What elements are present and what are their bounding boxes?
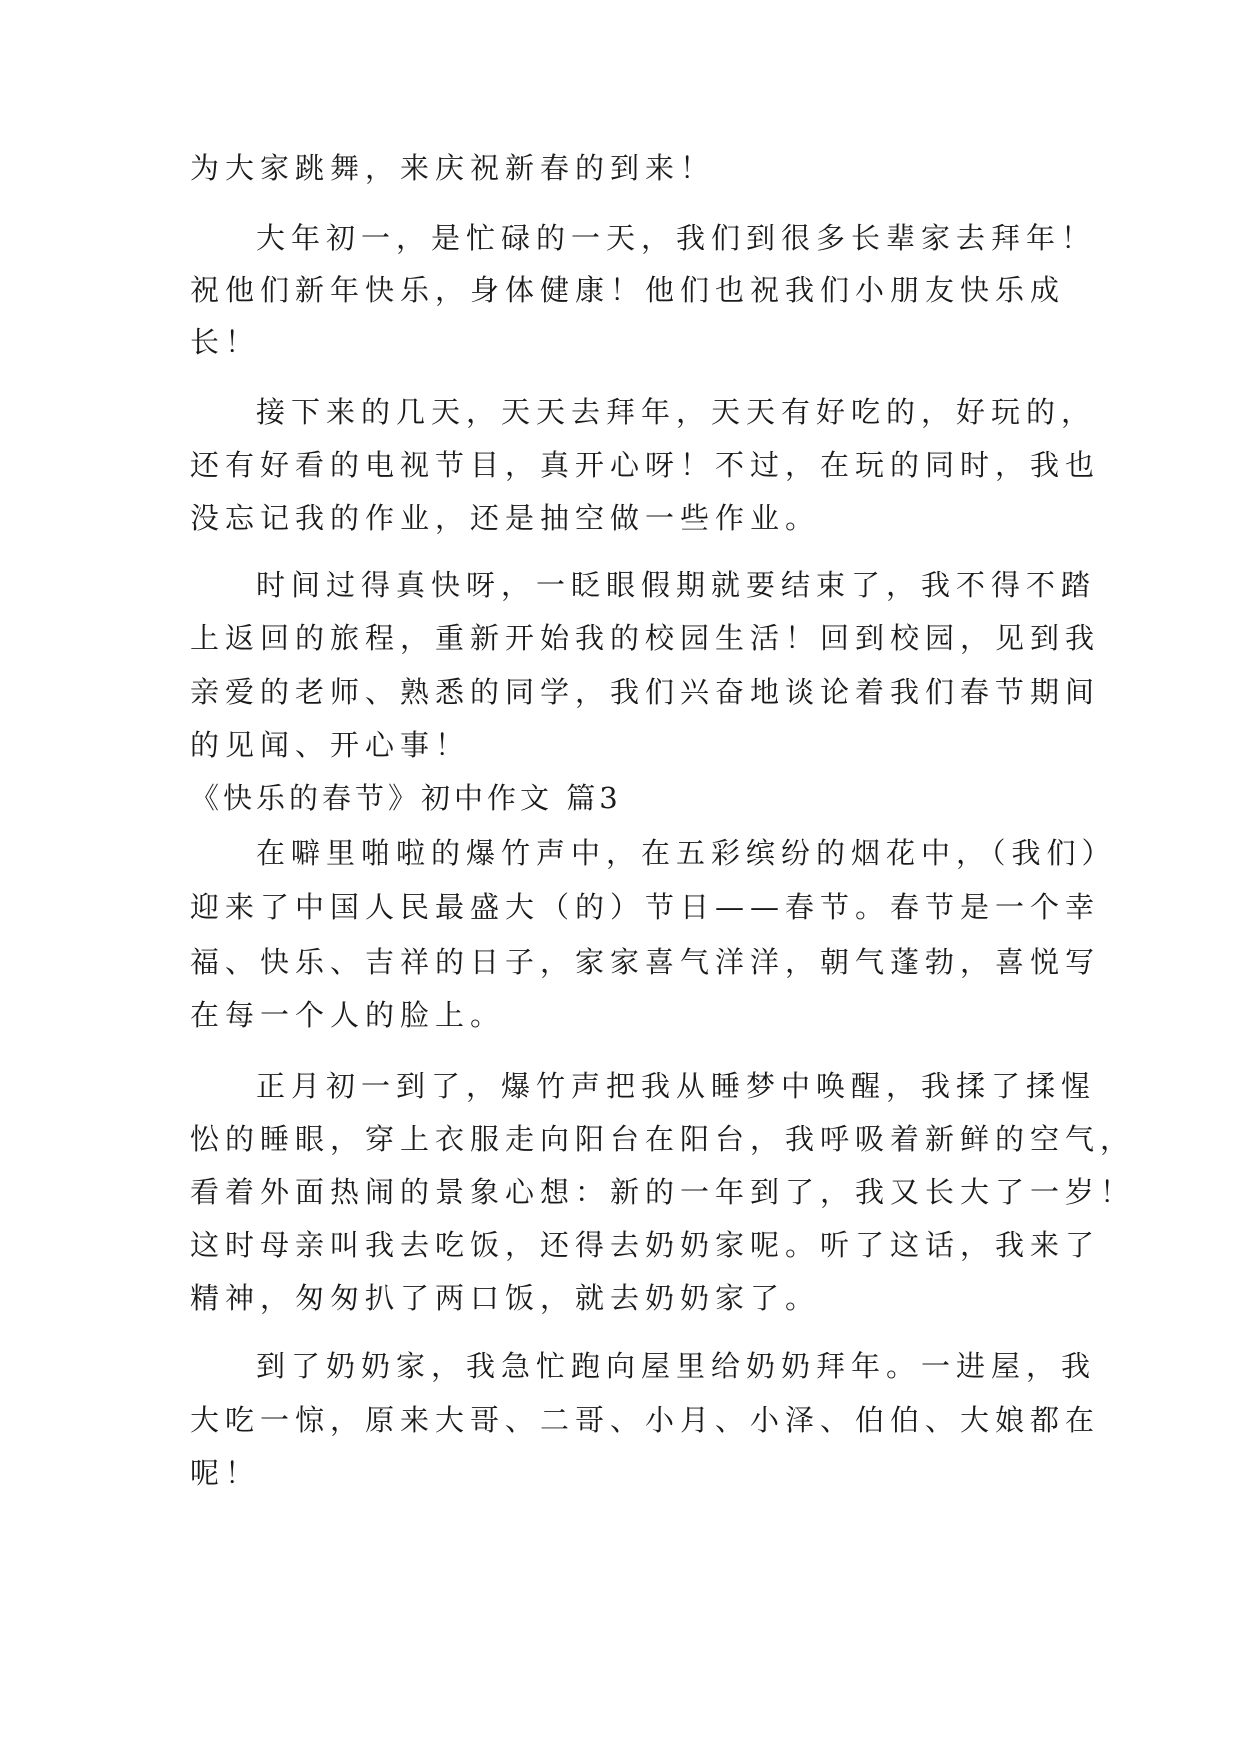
text-line: 看着外面热闹的景象心想：新的一年到了，我又长大了一岁！ — [190, 1175, 1136, 1209]
text-line: 呢！ — [190, 1456, 261, 1490]
text-line: 为大家跳舞，来庆祝新春的到来！ — [190, 151, 716, 185]
text-line: 的见闻、开心事！ — [190, 728, 471, 762]
text-line: 没忘记我的作业，还是抽空做一些作业。 — [190, 501, 821, 535]
section-heading: 《快乐的春节》初中作文 篇3 — [190, 781, 622, 815]
text-line: 忪的睡眼，穿上衣服走向阳台在阳台，我呼吸着新鲜的空气， — [190, 1122, 1136, 1156]
text-line: 祝他们新年快乐，身体健康！他们也祝我们小朋友快乐成 — [190, 273, 1066, 307]
text-line: 上返回的旅程，重新开始我的校园生活！回到校园，见到我 — [190, 621, 1101, 655]
paragraph-first-line: 大年初一，是忙碌的一天，我们到很多长辈家去拜年！ — [256, 221, 1097, 255]
paragraph-first-line: 到了奶奶家，我急忙跑向屋里给奶奶拜年。一进屋，我 — [256, 1349, 1097, 1383]
paragraph-first-line: 接下来的几天，天天去拜年，天天有好吃的，好玩的， — [256, 395, 1097, 429]
paragraph-first-line: 在噼里啪啦的爆竹声中，在五彩缤纷的烟花中，（我们） — [256, 836, 1117, 870]
text-line: 长！ — [190, 325, 261, 359]
text-line: 大吃一惊，原来大哥、二哥、小月、小泽、伯伯、大娘都在 — [190, 1403, 1101, 1437]
text-line: 还有好看的电视节目，真开心呀！不过，在玩的同时，我也 — [190, 448, 1101, 482]
text-line: 迎来了中国人民最盛大（的）节日——春节。春节是一个幸 — [190, 890, 1101, 924]
paragraph-first-line: 时间过得真快呀，一眨眼假期就要结束了，我不得不踏 — [256, 568, 1097, 602]
paragraph-first-line: 正月初一到了，爆竹声把我从睡梦中唤醒，我揉了揉惺 — [256, 1069, 1097, 1103]
text-line: 福、快乐、吉祥的日子，家家喜气洋洋，朝气蓬勃，喜悦写 — [190, 945, 1101, 979]
text-line: 在每一个人的脸上。 — [190, 998, 506, 1032]
text-line: 精神，匆匆扒了两口饭，就去奶奶家了。 — [190, 1281, 821, 1315]
text-line: 亲爱的老师、熟悉的同学，我们兴奋地谈论着我们春节期间 — [190, 675, 1101, 709]
text-line: 这时母亲叫我去吃饭，还得去奶奶家呢。听了这话，我来了 — [190, 1228, 1101, 1262]
